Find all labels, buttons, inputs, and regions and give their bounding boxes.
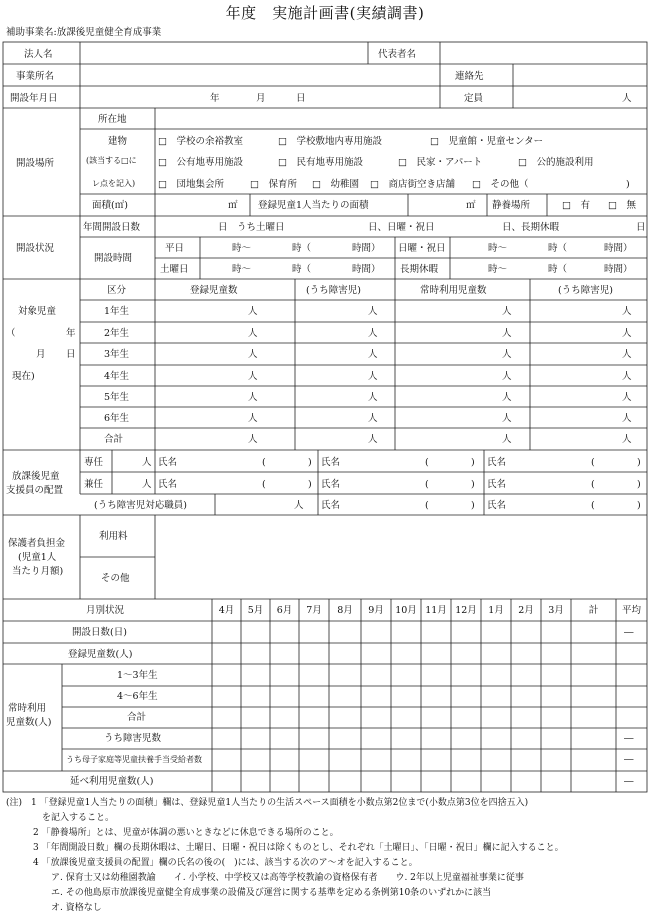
quiet-room-no[interactable]: □ 無 (608, 200, 636, 211)
days-sunday: 日、日曜・祝日 (368, 222, 435, 233)
lb-to: 時（ (548, 264, 568, 275)
staff-name-label: 氏名 (158, 479, 178, 490)
month-header: 計 (588, 605, 599, 616)
grade-unit: 人 (502, 434, 512, 445)
sun-from: 時～ (488, 243, 508, 254)
page-title: 年度 実施計画書(実績調書) (225, 4, 425, 22)
grade-unit: 人 (502, 392, 512, 403)
label-open-days: 開設日数(日) (72, 627, 127, 638)
note-line: 3 「年間開設日数」欄の長期休暇は、土曜日、日曜・祝日は除くものとし、それぞれ「土曜日」、「日曜・祝日」欄に記入すること。 (6, 843, 564, 853)
month-header: 4月 (218, 605, 235, 616)
staff-paren-close: ) (471, 479, 475, 490)
staff-paren-open: ( (591, 479, 595, 490)
label-cumulative: 延べ利用児童数(人) (70, 776, 154, 787)
month-header: 平均 (621, 605, 642, 616)
grade-label: 6年生 (104, 413, 130, 424)
staff-paren-close: ) (637, 500, 641, 511)
label-usage-fee: 利用料 (99, 531, 128, 542)
grade-unit: 人 (502, 371, 512, 382)
label-corp-name: 法人名 (24, 49, 53, 60)
grade-unit: 人 (622, 392, 632, 403)
month-header: 5月 (247, 605, 264, 616)
as-of-day: 日 (66, 349, 76, 360)
grade-label: 4年生 (104, 371, 130, 382)
as-of-current: 現在) (12, 371, 35, 382)
grade-unit: 人 (368, 413, 378, 424)
opt-public-land[interactable]: □ 公有地専用施設 (158, 157, 243, 168)
parttime-unit: 人 (142, 479, 152, 490)
label-saturday: 土曜日 (160, 264, 189, 275)
label-fee-2: (児童1人 (18, 552, 57, 563)
grade-unit: 人 (502, 328, 512, 339)
note-line: 2 「静養場所」とは、児童が体調の悪いときなどに休息できる場所のこと。 (6, 828, 339, 838)
days-end: 日 (636, 222, 646, 233)
staff-paren-close: ) (308, 457, 312, 468)
staff-paren-open: ( (425, 500, 429, 511)
month-header: 3月 (548, 605, 564, 616)
building-instruction-2: レ点を記入) (92, 179, 136, 188)
label-sunday: 日曜・祝日 (398, 243, 446, 254)
grade-unit: 人 (622, 328, 632, 339)
col-disabled: (うち障害児) (306, 285, 361, 296)
label-monthly-disabled: うち障害児数 (104, 733, 162, 744)
label-fee-3: 当たり月額) (12, 566, 64, 577)
staff-paren-open: ( (591, 457, 595, 468)
date-month: 月 (256, 93, 266, 104)
month-header: 6月 (276, 605, 293, 616)
opt-house-apartment[interactable]: □ 民家・アパート (398, 157, 483, 168)
note-line: (注) 1 「登録児童1人当たりの面積」欄は、登録児童1人当たりの生活スペース面積を小数点第2位まで(小数点第3位を四捨五入) (6, 798, 529, 808)
grade-unit: 人 (248, 306, 258, 317)
opt-vacant-shop[interactable]: □ 商店街空き店舗 (370, 179, 455, 190)
month-header: 8月 (337, 605, 353, 616)
grade-unit: 人 (622, 434, 632, 445)
opt-private-land[interactable]: □ 民有地専用施設 (278, 157, 363, 168)
month-header: 2月 (518, 605, 534, 616)
staff-paren-close: ) (471, 457, 475, 468)
grade-label: 合計 (104, 434, 124, 445)
label-target-children: 対象児童 (18, 306, 57, 317)
staff-paren-close: ) (637, 479, 641, 490)
label-long-break: 長期休暇 (400, 264, 439, 275)
grade-unit: 人 (248, 349, 258, 360)
staff-paren-open: ( (262, 457, 266, 468)
month-header: 9月 (368, 605, 384, 616)
sun-hours: 時間） (604, 243, 633, 254)
wk-to: 時（ (292, 243, 312, 254)
staff-paren-close: ) (308, 479, 312, 490)
label-staff-2: 支援員の配置 (6, 485, 64, 496)
label-fulltime: 専任 (84, 457, 104, 468)
label-regular-1: 常時利用 (8, 703, 47, 714)
lb-from: 時～ (488, 264, 508, 275)
label-quiet-room: 静養場所 (492, 200, 531, 211)
staff-paren-close: ) (637, 457, 641, 468)
disabled-staff-unit: 人 (294, 500, 304, 511)
grade-unit: 人 (368, 306, 378, 317)
days-saturday: 日 うち土曜日 (218, 222, 285, 233)
opt-other-close: ) (626, 179, 630, 190)
dash-single-parent: ― (624, 754, 634, 765)
label-staff-1: 放課後児童 (12, 471, 60, 482)
grade-label: 3年生 (104, 349, 130, 360)
grade-unit: 人 (368, 349, 378, 360)
label-parttime: 兼任 (84, 479, 104, 490)
sat-from: 時～ (232, 264, 252, 275)
days-long-break: 日、長期休暇 (502, 222, 560, 233)
opt-childrens-hall[interactable]: □ 児童館・児童センター (430, 136, 544, 147)
label-grade-46: 4～6年生 (117, 691, 158, 702)
as-of-open: （ (6, 328, 16, 339)
month-header: 7月 (306, 605, 322, 616)
grade-unit: 人 (622, 306, 632, 317)
staff-name-label: 氏名 (487, 457, 507, 468)
month-headers (219, 604, 642, 616)
staff-names (158, 456, 641, 511)
date-year: 年 (210, 93, 220, 104)
grade-unit: 人 (368, 434, 378, 445)
label-fee-1: 保護者負担金 (8, 538, 66, 549)
label-office-name: 事業所名 (16, 71, 55, 82)
label-building: 建物 (108, 136, 128, 147)
label-address: 所在地 (98, 114, 127, 125)
note-line: を記入すること。 (6, 813, 115, 823)
staff-name-label: 氏名 (321, 457, 341, 468)
grade-unit: 人 (248, 434, 258, 445)
label-location: 開設場所 (16, 158, 55, 169)
label-fee-other: その他 (101, 573, 130, 584)
wk-from: 時～ (232, 243, 252, 254)
area-per-child-unit: ㎡ (466, 200, 476, 211)
grade-unit: 人 (248, 371, 258, 382)
grade-unit: 人 (622, 413, 632, 424)
label-monthly: 月別状況 (86, 605, 125, 616)
grade-unit: 人 (248, 328, 258, 339)
grade-unit: 人 (368, 371, 378, 382)
staff-paren-open: ( (425, 457, 429, 468)
staff-paren-open: ( (262, 479, 266, 490)
label-area-per-child: 登録児童1人当たりの面積 (258, 200, 369, 211)
dash-open-days: ― (624, 627, 634, 638)
grade-label: 1年生 (104, 306, 130, 317)
grade-rows (104, 305, 632, 445)
staff-name-label: 氏名 (321, 500, 341, 511)
col-category: 区分 (107, 285, 127, 296)
opt-school-grounds[interactable]: □ 学校敷地内専用施設 (278, 136, 382, 147)
label-status: 開設状況 (16, 243, 55, 254)
label-regular-2: 児童数(人) (6, 717, 52, 728)
opt-public-facility[interactable]: □ 公的施設利用 (518, 157, 594, 168)
lb-hours: 時間） (604, 264, 633, 275)
grade-unit: 人 (502, 413, 512, 424)
label-annual-days: 年間開設日数 (83, 222, 141, 233)
label-disabled-staff: (うち障害児対応職員) (94, 500, 187, 511)
note-line: オ. 資格なし (6, 903, 102, 913)
dash-disabled: ― (624, 733, 634, 744)
month-header: 10月 (395, 605, 417, 616)
label-hours: 開設時間 (94, 253, 133, 264)
label-weekday: 平日 (165, 243, 185, 254)
grade-unit: 人 (622, 349, 632, 360)
opt-kindergarten[interactable]: □ 幼稚園 (312, 179, 359, 190)
opt-classroom[interactable]: □ 学校の余裕教室 (158, 136, 243, 147)
quiet-room-yes[interactable]: □ 有 (562, 200, 590, 211)
staff-name-label: 氏名 (321, 479, 341, 490)
grade-unit: 人 (368, 328, 378, 339)
staff-paren-close: ) (471, 500, 475, 511)
staff-name-label: 氏名 (487, 479, 507, 490)
building-instruction-1: (該当する□に (86, 156, 137, 165)
as-of-year: 年 (66, 328, 76, 339)
month-header: 11月 (425, 605, 447, 616)
grade-label: 5年生 (104, 392, 130, 403)
grade-unit: 人 (622, 371, 632, 382)
staff-name-label: 氏名 (487, 500, 507, 511)
col-regular: 常時利用児童数 (420, 285, 487, 296)
label-area: 面積(㎡) (92, 200, 128, 211)
sat-to: 時（ (292, 264, 312, 275)
notes (6, 796, 646, 916)
month-header: 1月 (488, 605, 504, 616)
label-single-parent: うち母子家庭等児童扶養手当受給者数 (66, 755, 202, 764)
sun-to: 時（ (548, 243, 568, 254)
note-line: ア. 保育士又は幼稚園教諭 イ. 小学校、中学校又は高等学校教諭の資格保有者 ウ. 2年以上児童福祉事業に従事 (6, 873, 524, 883)
staff-name-label: 氏名 (158, 457, 178, 468)
area-unit: ㎡ (228, 200, 238, 211)
staff-paren-open: ( (425, 479, 429, 490)
label-contact: 連絡先 (455, 71, 484, 82)
grade-unit: 人 (248, 413, 258, 424)
wk-hours: 時間） (352, 243, 381, 254)
subsidy-name: 補助事業名:放課後児童健全育成事業 (6, 27, 162, 38)
grade-unit: 人 (502, 306, 512, 317)
grade-label: 2年生 (104, 328, 130, 339)
label-registered-monthly: 登録児童数(人) (68, 649, 133, 660)
opt-other[interactable]: □ その他（ (472, 179, 529, 190)
dash-cumulative: ― (624, 776, 634, 787)
capacity-unit: 人 (622, 93, 632, 104)
fulltime-unit: 人 (142, 457, 152, 468)
date-day: 日 (296, 93, 306, 104)
staff-paren-open: ( (591, 500, 595, 511)
month-header: 12月 (455, 605, 477, 616)
grade-unit: 人 (248, 392, 258, 403)
note-line: エ. その他島原市放課後児童健全育成事業の設備及び運営に関する基準を定める条例第10条のいずれかに該当 (6, 888, 492, 898)
as-of-month: 月 (36, 349, 46, 360)
opt-nursery[interactable]: □ 保育所 (250, 179, 297, 190)
col-registered: 登録児童数 (190, 285, 238, 296)
label-representative: 代表者名 (378, 49, 417, 60)
col-disabled-2: (うち障害児) (558, 285, 613, 296)
note-line: 4 「放課後児童支援員の配置」欄の氏名の後の( )には、該当する次のア～オを記入すること。 (6, 858, 418, 868)
opt-community-hall[interactable]: □ 団地集会所 (158, 179, 224, 190)
grade-unit: 人 (502, 349, 512, 360)
label-grade-13: 1～3年生 (117, 670, 158, 681)
sat-hours: 時間） (352, 264, 381, 275)
label-capacity: 定員 (464, 93, 484, 104)
label-monthly-total: 合計 (127, 712, 147, 723)
label-opening-date: 開設年月日 (10, 93, 58, 104)
grade-unit: 人 (368, 392, 378, 403)
